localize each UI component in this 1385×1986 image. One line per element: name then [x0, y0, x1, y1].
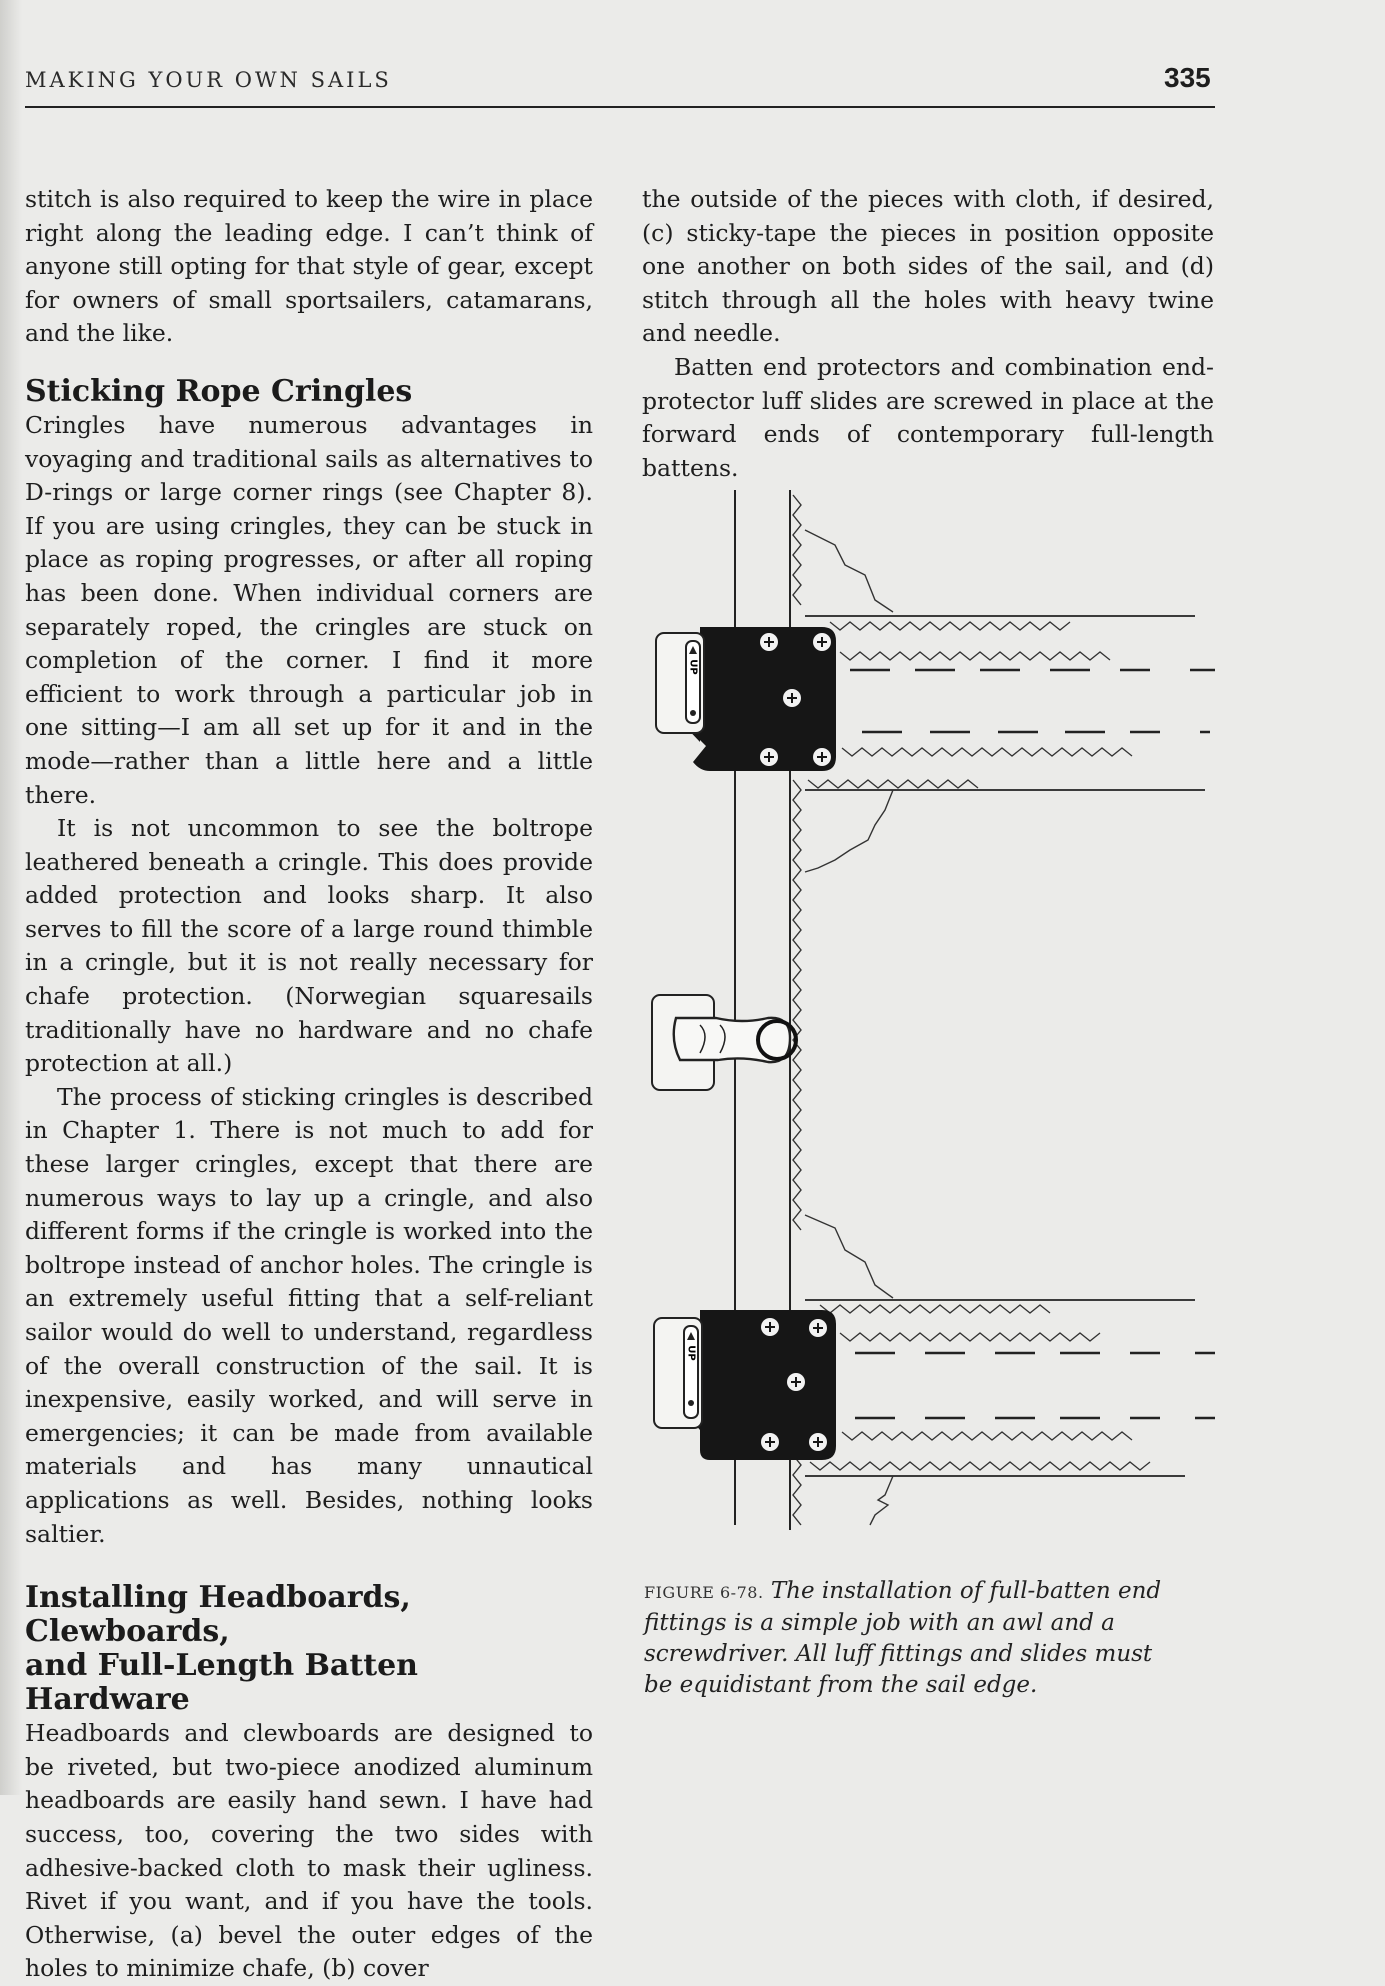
batten-fittings-illustration: [640, 480, 1220, 1540]
luff-stitching: [793, 780, 801, 1230]
figure-caption: [644, 1576, 1184, 1701]
paragraph: Headboards and clewboards are designed to be riveted, but two-piece anodized aluminum headboards are easily hand sewn. I have had success, too, covering the two sides with adhesive-backed cloth to mask their ugliness. Rivet if you want, and if you have the tools. Otherwise, (a) bevel the outer edges of the holes to minimize chafe, (b) cover: [25, 1719, 593, 1983]
zigzag-stitch: [810, 1462, 1150, 1470]
zigzag-stitch: [840, 1333, 1100, 1341]
reinforcement-patch-edge: [805, 1215, 893, 1298]
reinforcement-patch-edge: [805, 790, 893, 872]
heading-line: and Full-Length Batten Hardware: [25, 1648, 418, 1718]
slide-label: UP: [685, 1345, 697, 1361]
figure-caption-text: The installation of full-batten end fittings is a simple job with an awl and a screwdriver. All luff fittings and slides must be equidistant from the sail edge.: [644, 1578, 1162, 1698]
slide-label: UP: [687, 659, 699, 675]
right-column: [642, 183, 1214, 485]
zigzag-stitch: [820, 1305, 1050, 1313]
paragraph: stitch is also required to keep the wire in place right along the leading edge. I can’t think of anyone still opting for that style of gear, except for owners of small sportsailers, catamarans, and the like.: [25, 185, 593, 348]
left-column: [25, 183, 593, 1986]
luff-slide-middle: [652, 995, 796, 1090]
header-rule: [25, 106, 1215, 108]
reinforcement-patch-edge: [870, 1476, 893, 1525]
section-heading-headboards: [25, 1581, 593, 1717]
section-heading-cringles: Sticking Rope Cringles: [25, 373, 413, 409]
zigzag-stitch: [842, 748, 1132, 756]
paragraph: the outside of the pieces with cloth, if desired, (c) sticky-tape the pieces in position opposite one another on both sides of the sail, and (d) stitch through all the holes with heavy twine and needle.: [642, 185, 1214, 348]
heading-line: Installing Headboards, Clewboards,: [25, 1580, 411, 1650]
page-gutter-shadow: [0, 0, 22, 1795]
lower-batten-assembly: [654, 1215, 1215, 1525]
running-head: MAKING YOUR OWN SAILS: [25, 68, 392, 92]
upper-batten-assembly: [656, 530, 1215, 872]
paragraph: Batten end protectors and combination end-protector luff slides are screwed in place at the forward ends of contemporary full-length battens.: [642, 352, 1214, 482]
reinforcement-patch-edge: [805, 530, 893, 612]
zigzag-stitch: [808, 780, 978, 788]
luff-stitching: [793, 1455, 801, 1525]
zigzag-stitch: [830, 622, 1070, 630]
figure-label: FIGURE 6-78.: [644, 1583, 764, 1602]
paragraph: Cringles have numerous advantages in voyaging and traditional sails as alternatives to D-rings or large corner rings (see Chapter 8). If you are using cringles, they can be stuck in place as roping progresses, or after all roping has been done. When individual corners are separately roped, the cringles are stuck on completion of the corner. I find it more efficient to work through a particular job in one sitting—I am all set up for it and in the mode—rather than a little here and a little there.: [25, 410, 593, 809]
zigzag-stitch: [840, 652, 1110, 660]
page-number: 335: [1164, 62, 1211, 93]
zigzag-stitch: [842, 1432, 1132, 1440]
paragraph: It is not uncommon to see the boltrope leathered beneath a cringle. This does provide added protection and looks sharp. It also serves to fill the score of a large round thimble in a cringle, but it is not really necessary for chafe protection. (Norwegian squaresails traditionally have no hardware and no chafe protection at all.): [25, 814, 593, 1078]
paragraph: The process of sticking cringles is described in Chapter 1. There is not much to add for these larger cringles, except that there are numerous ways to lay up a cringle, and also different forms if the cringle is worked into the boltrope instead of anchor holes. The cringle is an extremely useful fitting that a self-reliant sailor would do well to understand, regardless of the overall construction of the sail. It is inexpensive, easily worked, and will serve in emergencies; it can be made from available materials and has many unnautical applications as well. Besides, nothing looks saltier.: [25, 1082, 593, 1548]
luff-stitching: [793, 495, 801, 605]
